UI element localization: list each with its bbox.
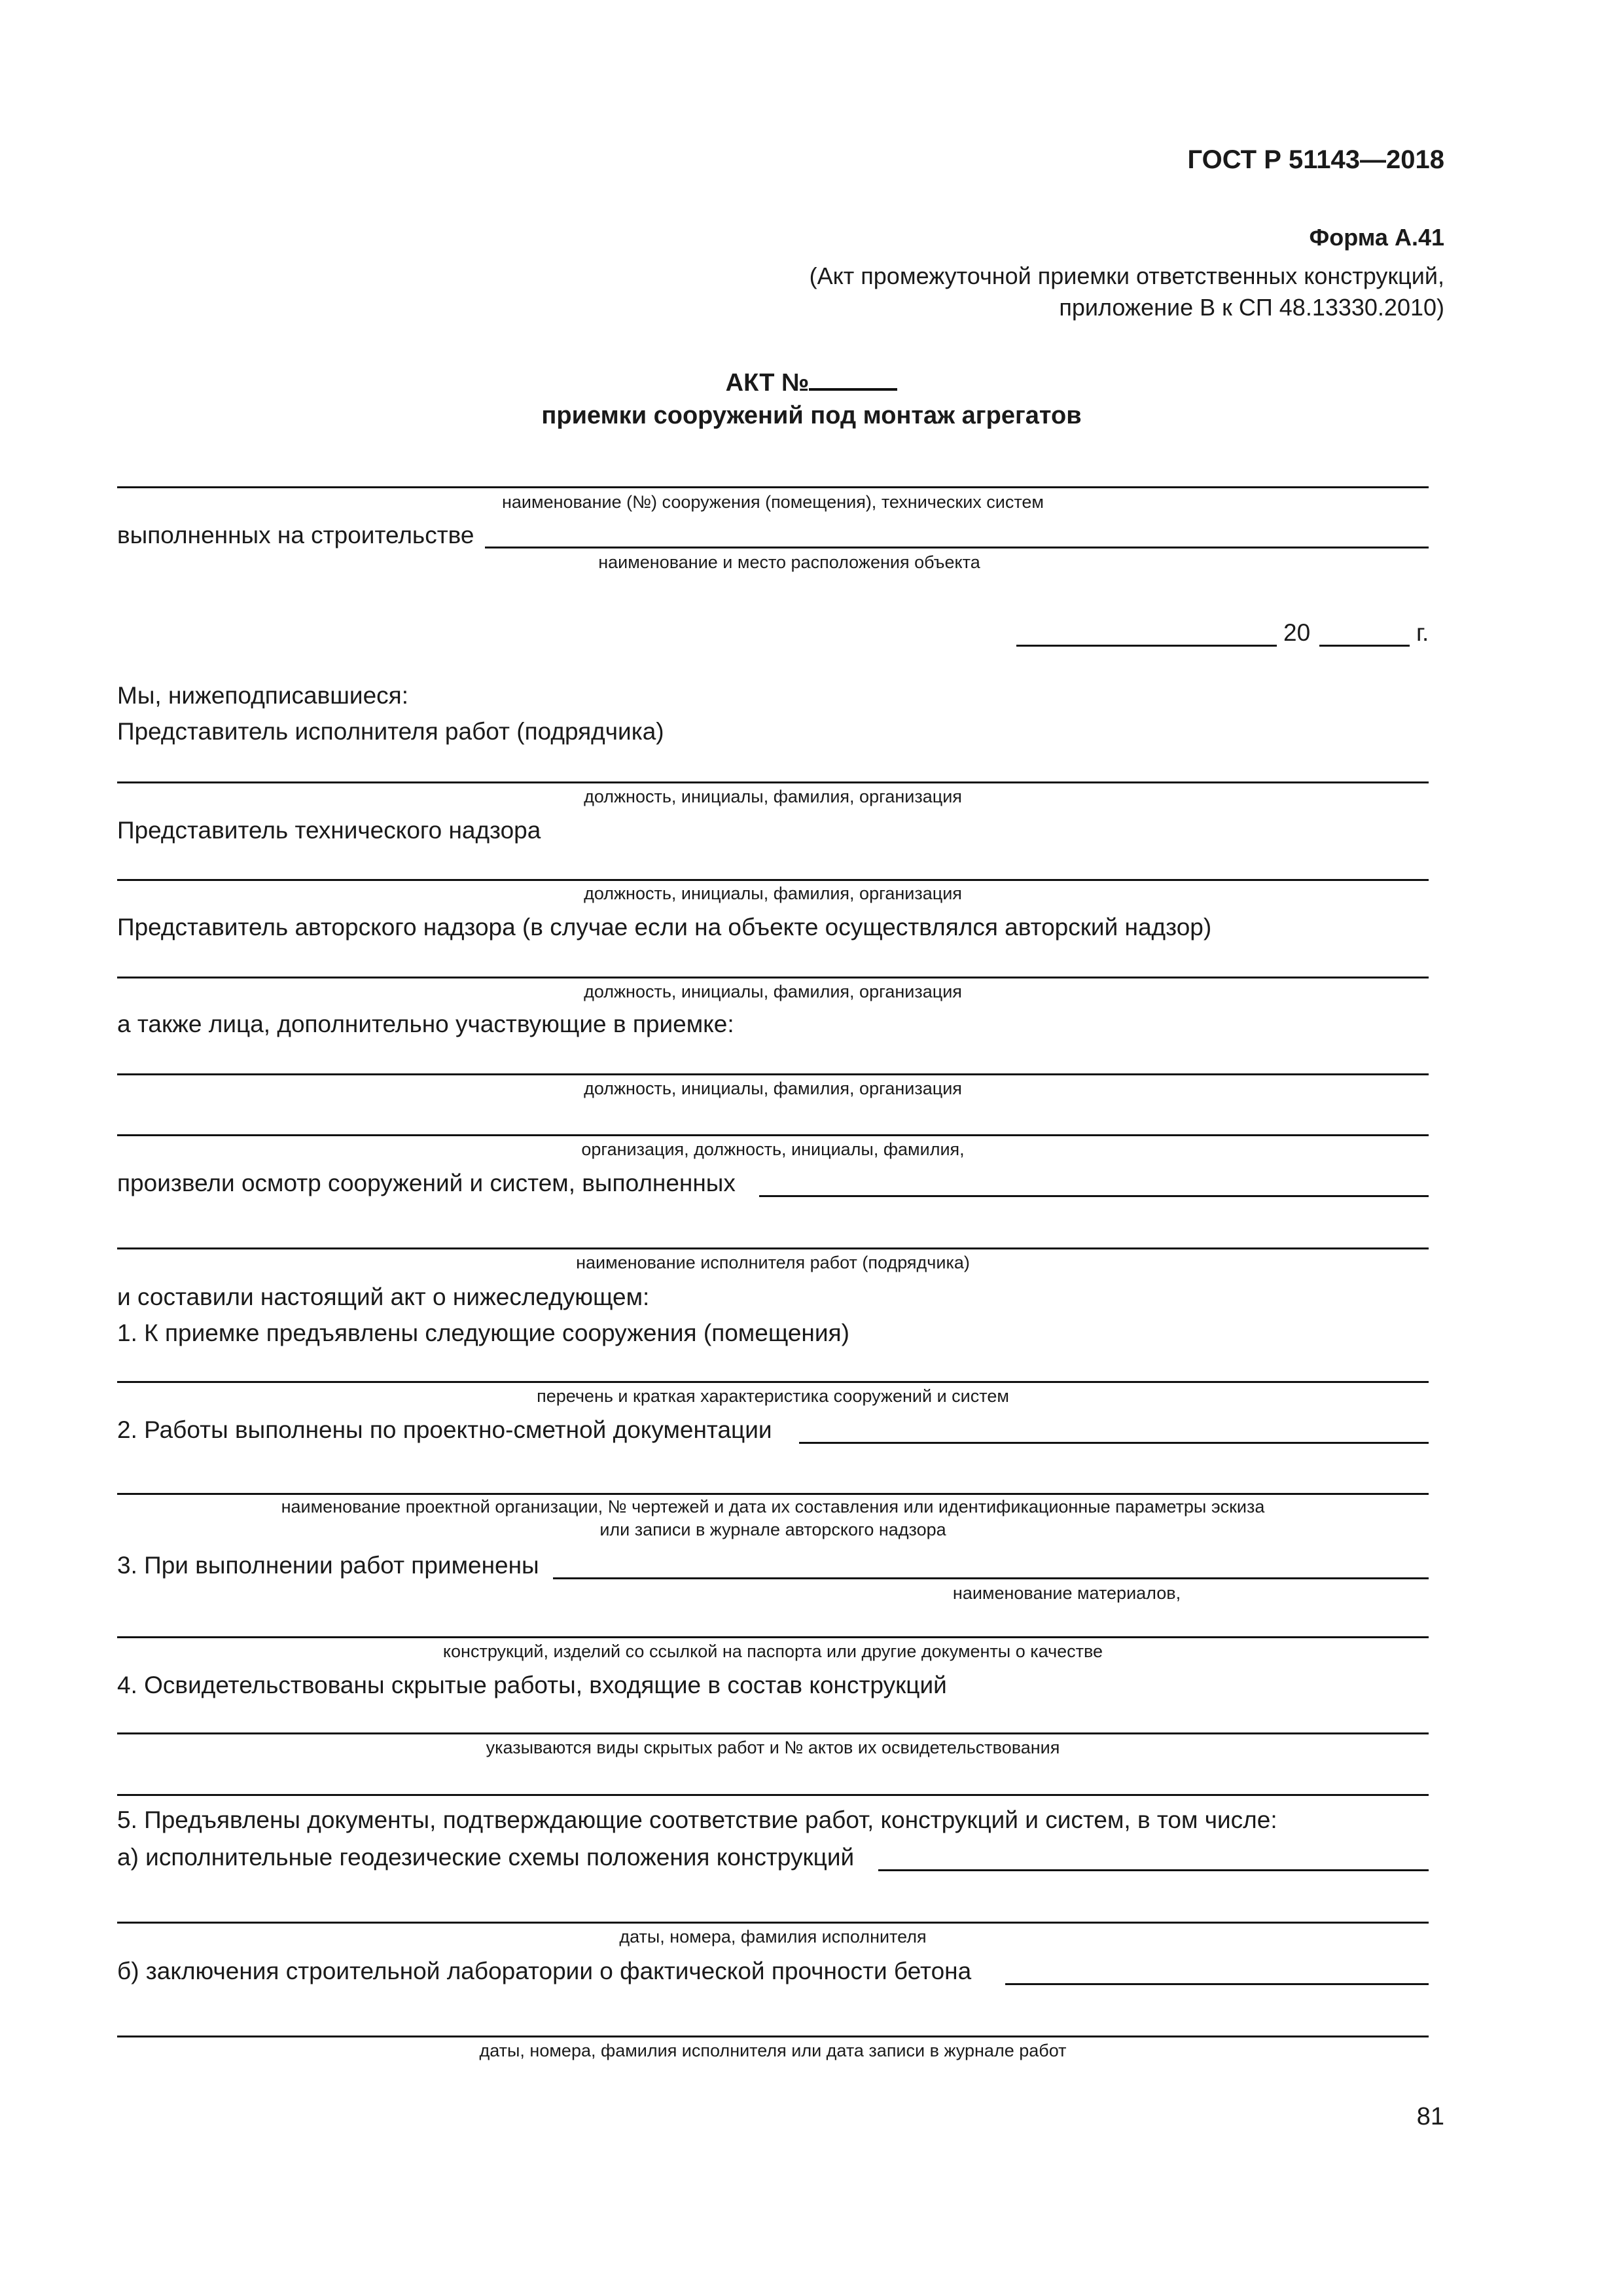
rep-contractor-line[interactable]: [117, 781, 1429, 783]
rep-tech-line[interactable]: [117, 879, 1429, 881]
item-5a-caption: даты, номера, фамилия исполнителя: [619, 1927, 927, 1946]
object-name-line[interactable]: [485, 547, 1429, 548]
rep-contractor-label: Представитель исполнителя работ (подрядчика): [117, 718, 664, 745]
rep-author-label: Представитель авторского надзора (в случае если на объекте осуществлялся авторский надзор): [117, 914, 1212, 941]
contractor-name-line[interactable]: [117, 1247, 1429, 1249]
year-prefix: 20: [1283, 619, 1311, 646]
act-subtitle: приемки сооружений под монтаж агрегатов: [541, 402, 1082, 429]
item-2-caption-1: наименование проектной организации, № чертежей и дата их составления или идентификационные параметры эскиза: [281, 1497, 1265, 1516]
item-3-caption-2: конструкций, изделий со ссылкой на паспорта или другие документы о качестве: [442, 1641, 1103, 1661]
form-note-line-1: (Акт промежуточной приемки ответственных конструкций,: [809, 262, 1444, 289]
built-on-label: выполненных на строительстве: [117, 522, 474, 548]
item-1-label: 1. К приемке предъявлены следующие сооружения (помещения): [117, 1319, 849, 1346]
rep-tech-caption: должность, инициалы, фамилия, организация: [584, 884, 962, 903]
also-persons-line-2[interactable]: [117, 1134, 1429, 1136]
item-3-caption: наименование материалов,: [952, 1583, 1181, 1603]
act-title: [0, 368, 1623, 397]
item-1-line[interactable]: [117, 1381, 1429, 1383]
item-3-line-2[interactable]: [117, 1636, 1429, 1638]
form-note: [810, 260, 1444, 323]
date-line[interactable]: [1016, 645, 1277, 647]
rep-tech-label: Представитель технического надзора: [117, 817, 541, 844]
act-label: АКТ №: [725, 369, 810, 397]
rep-author-caption: должность, инициалы, фамилия, организация: [584, 982, 962, 1001]
item-4-label: 4. Освидетельствованы скрытые работы, входящие в состав конструкций: [117, 1672, 947, 1698]
item-5a-line-2[interactable]: [117, 1922, 1429, 1924]
item-5a-label: а) исполнительные геодезические схемы положения конструкций: [117, 1844, 855, 1871]
item-5b-line-2[interactable]: [117, 2036, 1429, 2037]
item-2-label: 2. Работы выполнены по проектно-сметной документации: [117, 1416, 772, 1443]
item-2-caption-2: или записи в журнале авторского надзора: [599, 1520, 946, 1539]
item-5b-label: б) заключения строительной лаборатории о фактической прочности бетона: [117, 1958, 972, 1984]
item-4-line-2[interactable]: [117, 1794, 1429, 1796]
item-1-caption: перечень и краткая характеристика сооружений и систем: [537, 1386, 1009, 1406]
act-number-blank[interactable]: [809, 368, 897, 391]
inspected-label: произвели осмотр сооружений и систем, выполненных: [117, 1170, 736, 1196]
compiled-text: и составили настоящий акт о нижеследующем:: [117, 1283, 650, 1310]
standard-code: ГОСТ Р 51143—2018: [1187, 145, 1444, 174]
object-name-caption: наименование и место расположения объекта: [598, 552, 980, 572]
rep-author-line[interactable]: [117, 977, 1429, 978]
also-persons-label: а также лица, дополнительно участвующие в приемке:: [117, 1011, 734, 1037]
contractor-name-caption: наименование исполнителя работ (подрядчика): [576, 1253, 970, 1272]
we-signed-text: Мы, нижеподписавшиеся:: [117, 682, 408, 709]
item-4-caption: указываются виды скрытых работ и № актов их освидетельствования: [486, 1738, 1060, 1757]
inspected-line[interactable]: [759, 1195, 1429, 1197]
item-5a-line[interactable]: [878, 1869, 1429, 1871]
item-5b-line[interactable]: [1005, 1983, 1429, 1985]
year-suffix: г.: [1416, 619, 1429, 646]
page-number: 81: [1416, 2103, 1444, 2130]
item-2-line[interactable]: [799, 1442, 1429, 1444]
year-line[interactable]: [1319, 645, 1410, 647]
item-3-line[interactable]: [553, 1577, 1429, 1579]
item-4-line[interactable]: [117, 1732, 1429, 1734]
item-2-line-2[interactable]: [117, 1493, 1429, 1495]
form-number: Форма А.41: [1309, 224, 1444, 251]
also-persons-caption-2: организация, должность, инициалы, фамилия,: [581, 1139, 965, 1159]
also-persons-caption-1: должность, инициалы, фамилия, организация: [584, 1079, 962, 1098]
item-5-label: 5. Предъявлены документы, подтверждающие соответствие работ, конструкций и систем, в том числе:: [117, 1806, 1277, 1833]
facility-name-caption: наименование (№) сооружения (помещения), технических систем: [502, 492, 1044, 512]
form-note-line-2: приложение В к СП 48.13330.2010): [1059, 294, 1444, 321]
item-5b-caption: даты, номера, фамилия исполнителя или дата записи в журнале работ: [479, 2041, 1067, 2060]
item-3-label: 3. При выполнении работ применены: [117, 1552, 539, 1579]
rep-contractor-caption: должность, инициалы, фамилия, организация: [584, 787, 962, 806]
facility-name-line[interactable]: [117, 486, 1429, 488]
also-persons-line-1[interactable]: [117, 1073, 1429, 1075]
